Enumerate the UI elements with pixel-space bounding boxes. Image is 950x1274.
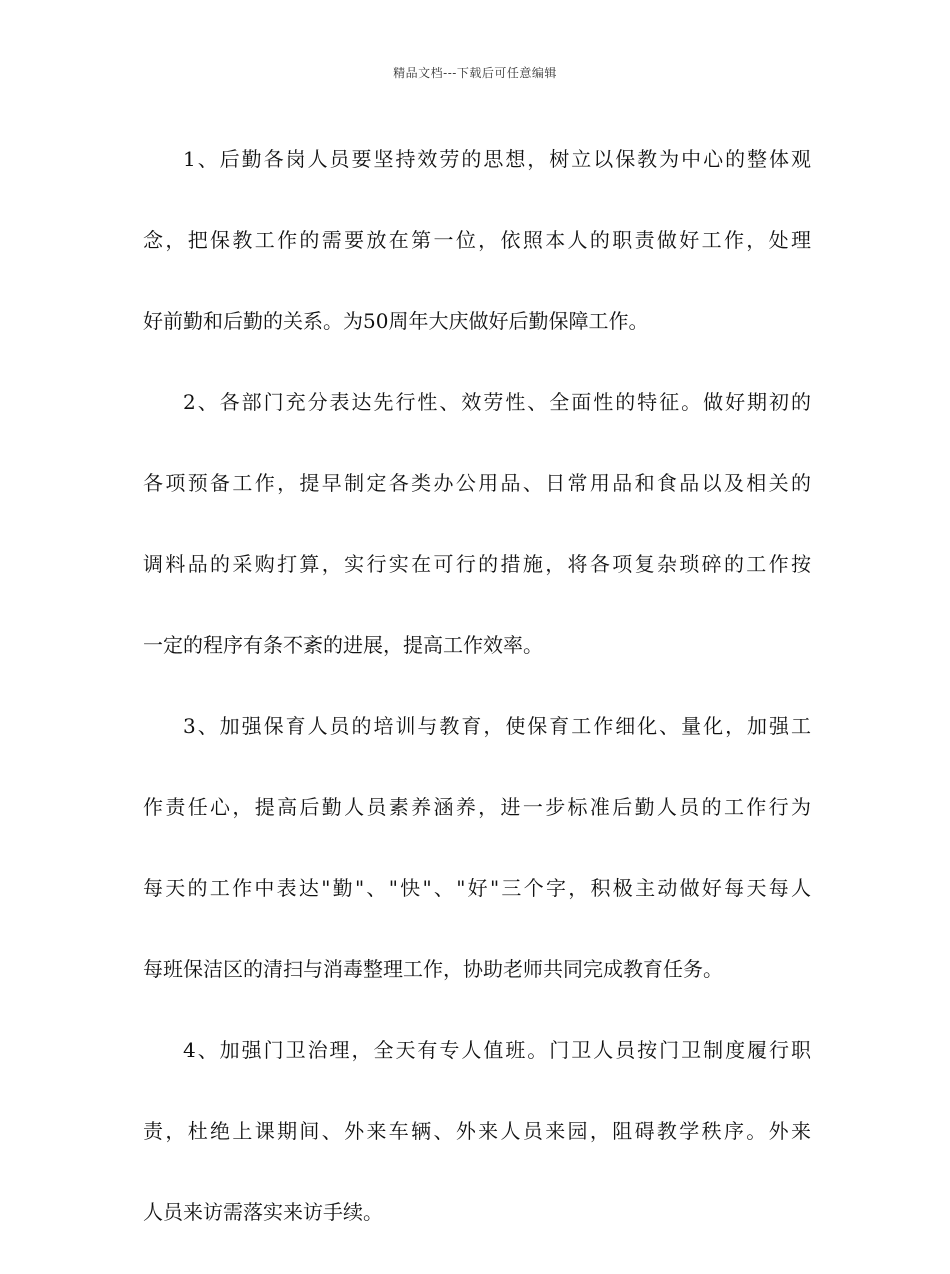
paragraph-3-line-1: 3、加强保育人员的培训与教育，使保育工作细化、量化，加强工	[183, 714, 811, 738]
paragraph-1-line-2: 念，把保教工作的需要放在第一位，依照本人的职责做好工作，处理	[143, 228, 811, 252]
paragraph-3-line-4: 每班保洁区的清扫与消毒整理工作，协助老师共同完成教育任务。	[143, 957, 723, 981]
paragraph-2-line-2: 各项预备工作，提早制定各类办公用品、日常用品和食品以及相关的	[143, 471, 811, 495]
page-header: 精品文档---下载后可任意编辑	[393, 66, 557, 80]
paragraph-2-line-3: 调料品的采购打算，实行实在可行的措施，将各项复杂琐碎的工作按	[143, 552, 811, 576]
paragraph-4-line-3: 人员来访需落实来访手续。	[143, 1200, 383, 1224]
document-body	[143, 140, 811, 1274]
paragraph-2-line-4: 一定的程序有条不紊的进展，提高工作效率。	[143, 633, 543, 657]
paragraph-3-line-3: 每天的工作中表达"勤"、"快"、"好"三个字，积极主动做好每天每人	[143, 876, 811, 900]
paragraph-3-line-2: 作责任心，提高后勤人员素养涵养，进一步标准后勤人员的工作行为	[143, 795, 811, 819]
paragraph-1-line-3: 好前勤和后勤的关系。为50周年大庆做好后勤保障工作。	[143, 309, 649, 333]
paragraph-2-line-1: 2、各部门充分表达先行性、效劳性、全面性的特征。做好期初的	[183, 390, 811, 414]
paragraph-4-line-2: 责，杜绝上课期间、外来车辆、外来人员来园，阻碍教学秩序。外来	[143, 1119, 811, 1143]
paragraph-1-line-1: 1、后勤各岗人员要坚持效劳的思想，树立以保教为中心的整体观	[183, 147, 811, 171]
paragraph-4-line-1: 4、加强门卫治理，全天有专人值班。门卫人员按门卫制度履行职	[183, 1038, 811, 1062]
